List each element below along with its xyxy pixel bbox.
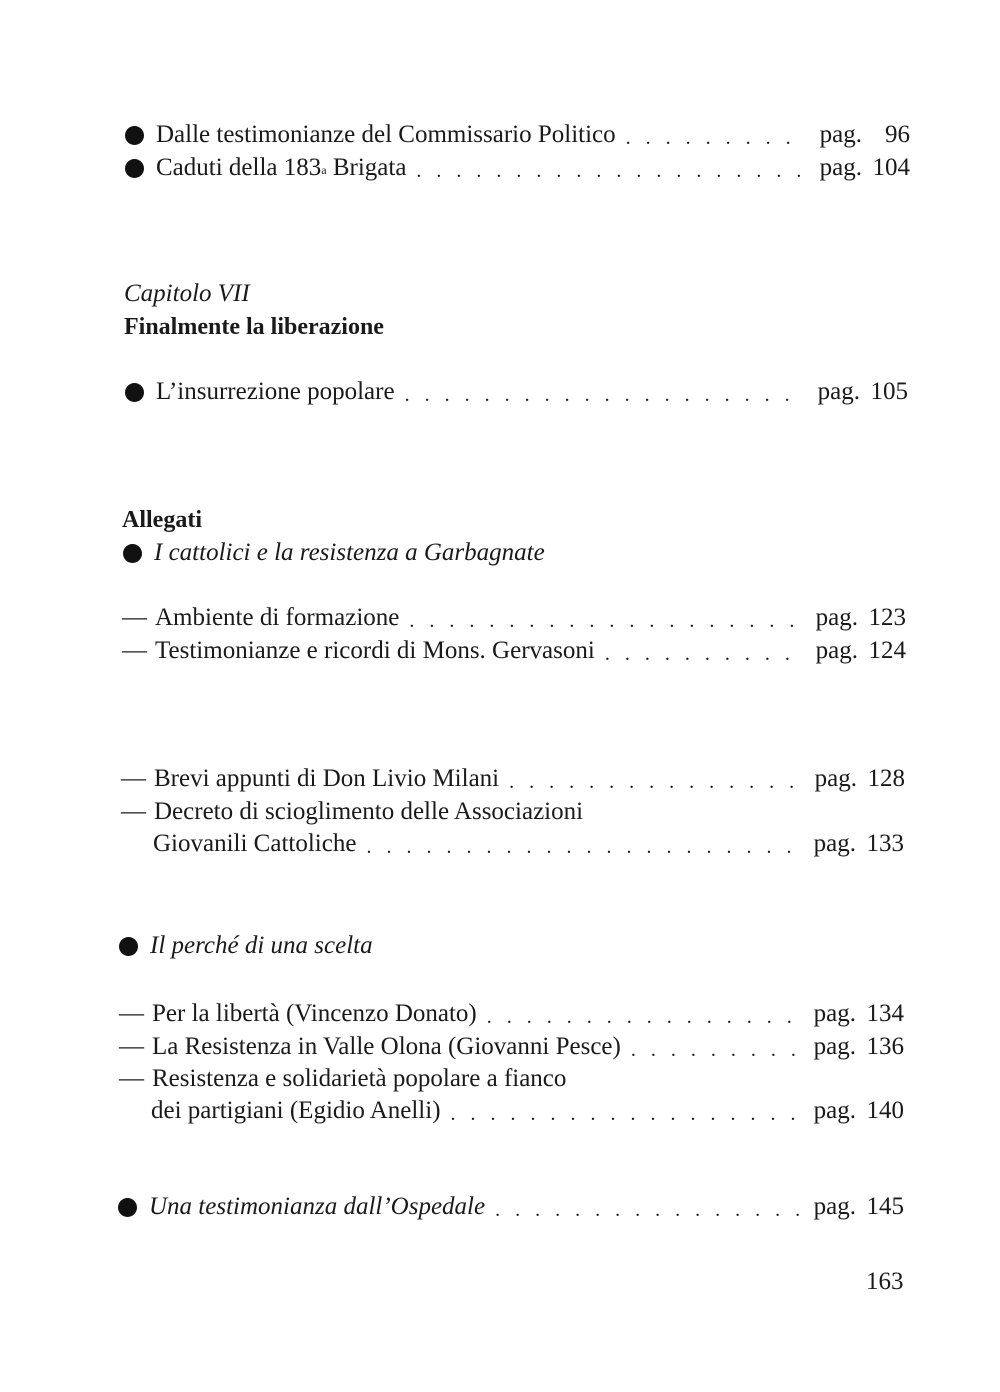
bullet-icon	[125, 159, 144, 178]
toc-entry	[125, 153, 910, 183]
entry-title: L’insurrezione popolare	[156, 378, 395, 405]
entry-title-tail: Brigata	[326, 154, 407, 181]
page-number: 140	[866, 1097, 904, 1124]
page-ref	[814, 829, 904, 859]
page-number: 128	[867, 765, 905, 792]
pag-abbrev: pag.	[817, 378, 860, 405]
bullet-icon	[118, 1198, 137, 1217]
page-ref	[816, 636, 906, 666]
pag-abbrev: pag.	[813, 1097, 856, 1124]
page-number: 104	[872, 154, 910, 181]
page-ref	[818, 377, 908, 407]
leader-dots	[487, 1005, 800, 1029]
pag-abbrev: pag.	[813, 1193, 856, 1220]
chapter-kicker: Capitolo VII	[124, 280, 250, 307]
pag-abbrev: pag.	[813, 1000, 856, 1027]
pag-abbrev: pag.	[813, 830, 856, 857]
entry-title: Resistenza e solidarietà popolare a fianco	[152, 1065, 567, 1092]
dash-marker: —	[119, 1065, 144, 1092]
section-title: Allegati	[122, 507, 202, 533]
toc-entry	[125, 120, 910, 150]
toc-entry	[122, 603, 906, 633]
leader-dots	[626, 126, 806, 150]
toc-entry	[121, 764, 905, 794]
entry-title: Ambiente di formazione	[155, 604, 400, 631]
leader-dots	[416, 159, 805, 183]
entry-title: La Resistenza in Valle Olona (Giovanni Pesce)	[152, 1033, 621, 1060]
pag-abbrev: pag.	[813, 1033, 856, 1060]
toc-entry	[153, 829, 904, 859]
page-number: 134	[866, 1000, 904, 1027]
entry-title: Decreto di scioglimento delle Associazioni	[154, 798, 584, 825]
entry-title: Testimonianze e ricordi di Mons. Gervasoni	[155, 637, 595, 664]
dash-marker: —	[119, 1000, 144, 1027]
entry-title: Per la libertà (Vincenzo Donato)	[152, 1000, 477, 1027]
section-subtitle	[123, 538, 545, 568]
pag-abbrev: pag.	[819, 121, 862, 148]
page-ref	[820, 153, 910, 183]
toc-entry	[122, 636, 906, 666]
dash-marker: —	[121, 798, 146, 825]
toc-entry	[119, 1032, 904, 1062]
toc-entry	[151, 1096, 904, 1126]
chapter-title: Finalmente la liberazione	[124, 314, 384, 340]
page-ref	[820, 120, 910, 150]
entry-title-continued: Giovanili Cattoliche	[153, 830, 357, 857]
page-number: 105	[870, 378, 908, 405]
toc-entry	[125, 377, 908, 407]
ordinal-superscript: a	[321, 163, 327, 177]
entry-title: Dalle testimonianze del Commissario Politico	[156, 121, 616, 148]
leader-dots	[495, 1198, 800, 1222]
folio-page-number: 163	[866, 1268, 904, 1295]
dash-marker: —	[122, 637, 147, 664]
page-number: 133	[866, 830, 904, 857]
dash-marker: —	[119, 1033, 144, 1060]
entry-title: Una testimonianza dall’Ospedale	[149, 1193, 486, 1220]
leader-dots	[409, 609, 801, 633]
leader-dots	[405, 383, 804, 407]
entry-title: I cattolici e la resistenza a Garbagnate	[154, 539, 545, 566]
pag-abbrev: pag.	[815, 637, 858, 664]
dash-marker: —	[121, 765, 146, 792]
pag-abbrev: pag.	[819, 154, 862, 181]
page-number: 123	[868, 604, 906, 631]
entry-title: Il perché di una scelta	[150, 932, 373, 959]
page-number: 145	[866, 1193, 904, 1220]
page-ref	[816, 603, 906, 633]
entry-title	[156, 153, 406, 183]
page-ref	[815, 764, 905, 794]
page-number: 136	[866, 1033, 904, 1060]
page-ref	[814, 1192, 904, 1222]
bullet-icon	[125, 383, 144, 402]
bullet-icon	[119, 937, 138, 956]
toc-entry-line1	[121, 797, 583, 827]
dash-marker: —	[122, 604, 147, 631]
page-number: 124	[868, 637, 906, 664]
entry-title: Brevi appunti di Don Livio Milani	[154, 765, 500, 792]
pag-abbrev: pag.	[814, 765, 857, 792]
leader-dots	[451, 1102, 800, 1126]
toc-entry-line1	[119, 1064, 566, 1094]
entry-title-continued: dei partigiani (Egidio Anelli)	[151, 1097, 441, 1124]
section-subtitle	[119, 931, 373, 961]
page-ref	[814, 1096, 904, 1126]
pag-abbrev: pag.	[815, 604, 858, 631]
bullet-icon	[125, 126, 144, 145]
bullet-icon	[123, 544, 142, 563]
leader-dots	[509, 770, 801, 794]
leader-dots	[631, 1038, 800, 1062]
page-number: 96	[885, 121, 910, 148]
page-ref	[814, 999, 904, 1029]
leader-dots	[366, 835, 799, 859]
leader-dots	[605, 642, 802, 666]
toc-entry	[118, 1192, 904, 1222]
toc-entry	[119, 999, 904, 1029]
entry-title-main: Caduti della 183	[156, 154, 322, 181]
page-ref	[814, 1032, 904, 1062]
